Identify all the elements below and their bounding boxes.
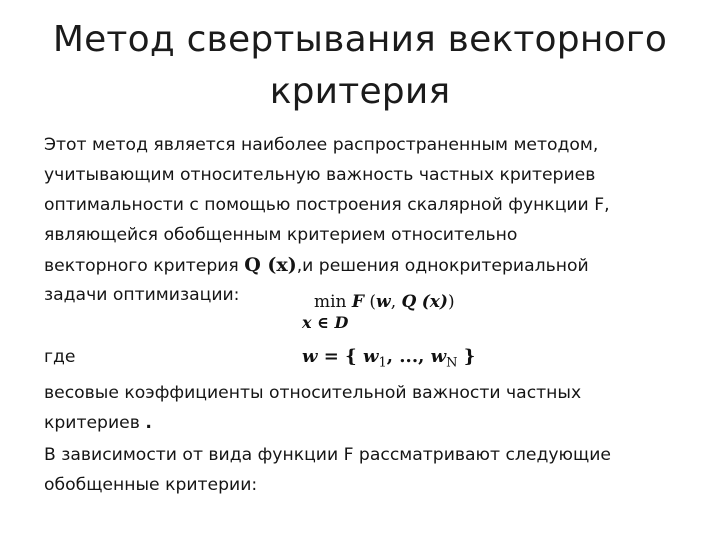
formula-min-op: min bbox=[314, 292, 347, 312]
vector-criterion-math: Q (x) bbox=[244, 254, 297, 276]
formula-w-lhs: w bbox=[302, 346, 318, 367]
formula-min bbox=[314, 292, 455, 312]
paragraph-line-1: Этот метод является наиболее распространенным методом, bbox=[44, 135, 599, 155]
formula-weights-vector bbox=[302, 346, 475, 375]
formula-close-paren: ) bbox=[447, 292, 455, 312]
paragraph-line-4: являющейся обобщенным критерием относительно bbox=[44, 225, 518, 245]
weights-line-1: весовые коэффициенты относительной важности частных bbox=[44, 383, 582, 403]
formula-w-eq: = { bbox=[317, 346, 363, 367]
formula-open-paren: ( bbox=[369, 292, 377, 312]
paragraph-line-3: оптимальности с помощью построения скалярной функции F, bbox=[44, 195, 610, 215]
dependence-line-1: В зависимости от вида функции F рассматривают следующие bbox=[44, 445, 611, 465]
dependence-line-2: обобщенные критерии: bbox=[44, 475, 258, 495]
weights-line-2-dot: . bbox=[145, 413, 152, 433]
title-line-2: критерия bbox=[269, 71, 451, 112]
title-line-1: Метод свертывания векторного bbox=[52, 19, 668, 60]
paragraph-line-5-after: ,и решения однокритериальной bbox=[296, 256, 589, 276]
formula-w1-sub: 1 bbox=[378, 355, 387, 371]
formula-arg-q: Q bbox=[401, 292, 417, 312]
where-label: где bbox=[44, 347, 76, 367]
formula-wn: w bbox=[430, 346, 447, 367]
paragraph-line-2: учитывающим относительную важность частных критериев bbox=[44, 165, 596, 185]
formula-arg-w: w bbox=[376, 292, 391, 312]
slide-title bbox=[0, 14, 720, 118]
formula-comma: , bbox=[390, 292, 402, 312]
formula-domain: x ∈ D bbox=[302, 313, 349, 332]
paragraph-line-6: задачи оптимизации: bbox=[44, 285, 240, 305]
formula-w-end: } bbox=[457, 346, 476, 367]
formula-arg-x: (x) bbox=[421, 292, 448, 312]
paragraph-line-5 bbox=[44, 250, 694, 281]
weights-line-2 bbox=[44, 408, 694, 438]
formula-func: F bbox=[351, 292, 364, 312]
paragraph-line-5-before: векторного критерия bbox=[44, 256, 245, 276]
formula-w-dots: , ..., bbox=[386, 346, 431, 367]
weights-line-2-text: критериев bbox=[44, 413, 140, 433]
formula-w1: w bbox=[362, 346, 379, 367]
formula-wn-sub: N bbox=[446, 355, 458, 371]
formula-min-subscript bbox=[302, 313, 348, 333]
